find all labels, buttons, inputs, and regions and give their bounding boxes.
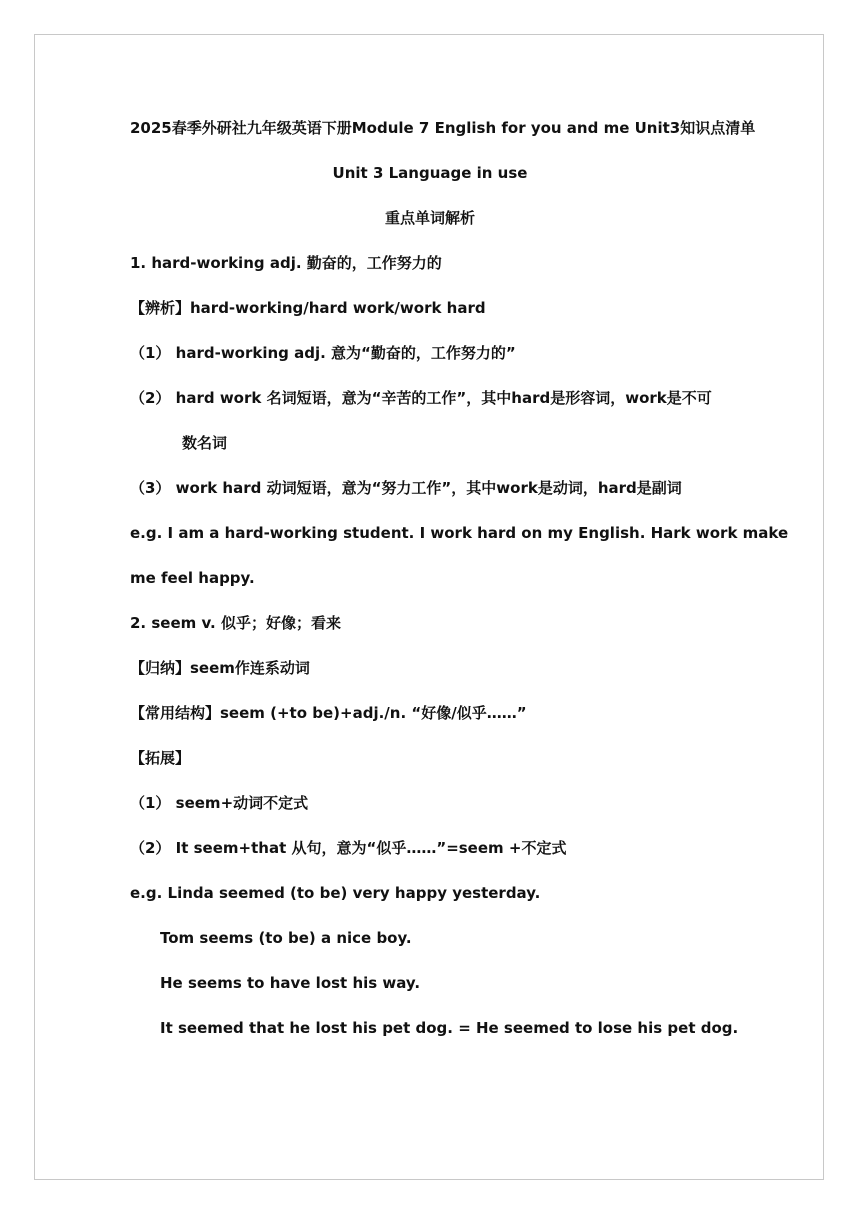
section-heading: 重点单词解析 bbox=[384, 209, 475, 227]
entry-2-item-2: （2） It seem+that 从句，意为“似乎……”=seem +不定式 bbox=[130, 839, 567, 857]
entry-1-analysis: 【辨析】hard-working/hard work/work hard bbox=[130, 299, 486, 317]
entry-1-example-continued: me feel happy. bbox=[130, 569, 255, 587]
entry-2-example-2: Tom seems (to be) a nice boy. bbox=[160, 929, 412, 947]
entry-2-structure: 【常用结构】seem (+to be)+adj./n. “好像/似乎……” bbox=[130, 704, 527, 722]
entry-1-heading: 1. hard-working adj. 勤奋的，工作努力的 bbox=[130, 254, 442, 272]
entry-1-item-2: （2） hard work 名词短语，意为“辛苦的工作”，其中hard是形容词，work是不可 bbox=[130, 389, 712, 407]
entry-2-summary: 【归纳】seem作连系动词 bbox=[130, 659, 310, 677]
entry-1-example: e.g. I am a hard-working student. I work hard on my English. Hark work make bbox=[130, 524, 789, 542]
unit-subtitle: Unit 3 Language in use bbox=[332, 164, 528, 182]
entry-2-example-1: e.g. Linda seemed (to be) very happy yesterday. bbox=[130, 884, 541, 902]
page-frame bbox=[34, 34, 824, 1180]
entry-2-example-4: It seemed that he lost his pet dog. = He seemed to lose his pet dog. bbox=[160, 1019, 739, 1037]
entry-1-item-1: （1） hard-working adj. 意为“勤奋的，工作努力的” bbox=[130, 344, 516, 362]
entry-2-example-3: He seems to have lost his way. bbox=[160, 974, 421, 992]
document-title: 2025春季外研社九年级英语下册Module 7 English for you and me Unit3知识点清单 bbox=[130, 119, 756, 137]
entry-2-heading: 2. seem v. 似乎；好像；看来 bbox=[130, 614, 341, 632]
entry-2-extension: 【拓展】 bbox=[130, 749, 191, 767]
entry-2-item-1: （1） seem+动词不定式 bbox=[130, 794, 309, 812]
entry-1-item-2-continued: 数名词 bbox=[182, 434, 228, 452]
entry-1-item-3: （3） work hard 动词短语，意为“努力工作”，其中work是动词，hard是副词 bbox=[130, 479, 682, 497]
